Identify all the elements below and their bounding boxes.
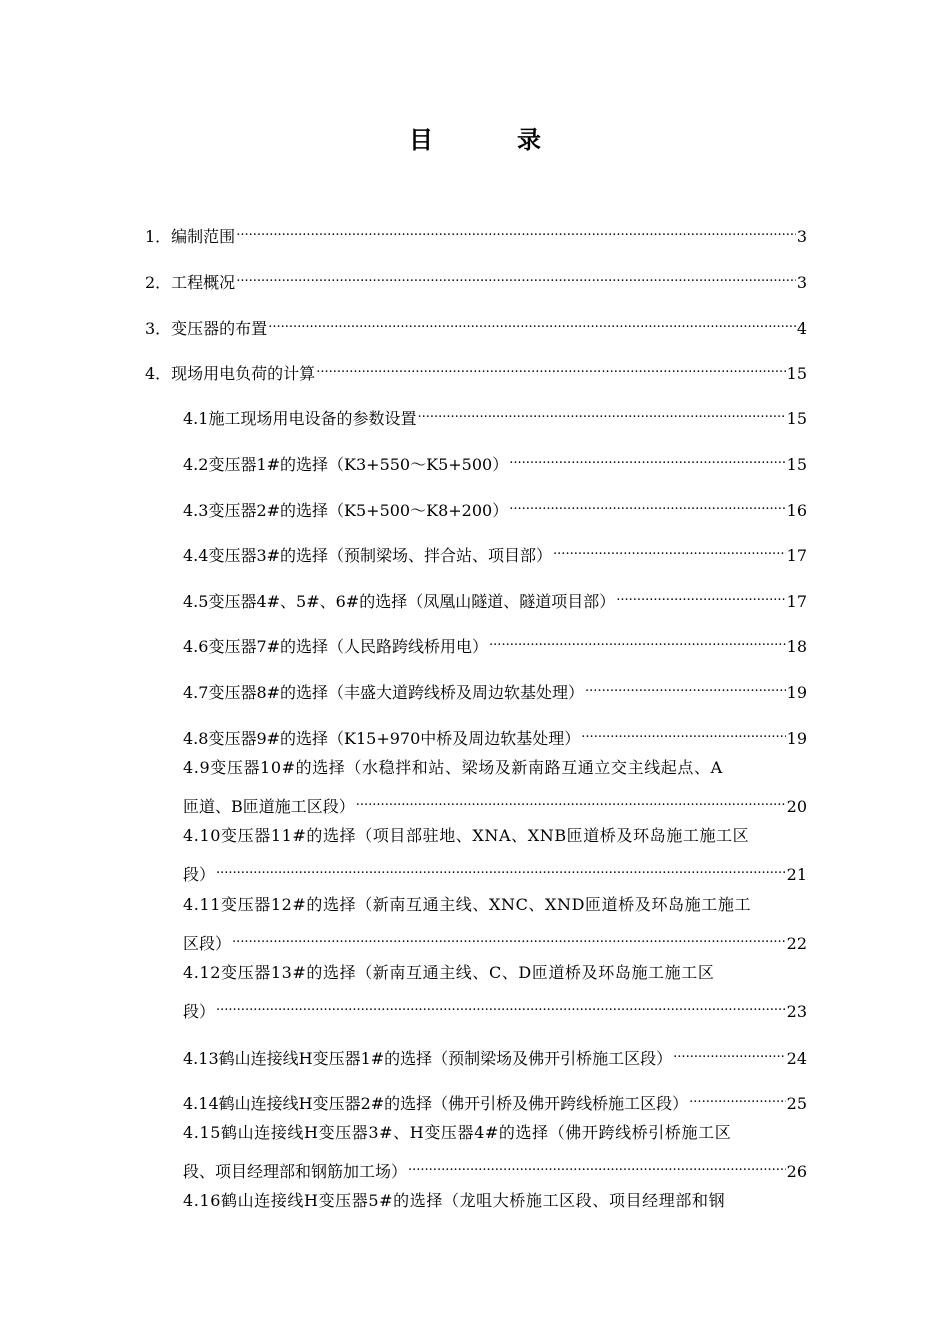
toc-page-number: 16 — [786, 501, 807, 520]
toc-entry-4-9-line1[interactable]: 4.9变压器10#的选择（水稳拌和站、梁场及新南路互通立交主线起点、A — [183, 758, 723, 777]
toc-entry-text: 段） — [183, 1002, 216, 1021]
toc-entry-4-15-line2[interactable] — [183, 1153, 807, 1184]
toc-leader-dots — [232, 925, 786, 949]
toc-leader-dots — [356, 788, 786, 812]
toc-entry-4-11-line1[interactable]: 4.11变压器12#的选择（新南互通主线、XNC、XND匝道桥及环岛施工施工 — [183, 895, 752, 914]
toc-page-number: 26 — [786, 1162, 807, 1181]
toc-leader-dots — [673, 1040, 785, 1064]
toc-leader-dots — [408, 1153, 786, 1177]
toc-entry-text: 4.3变压器2#的选择（K5+500～K8+200） — [183, 501, 509, 520]
toc-entry-4-11-line2[interactable] — [183, 925, 807, 956]
toc-entry-2[interactable] — [145, 264, 807, 295]
toc-page-number: 23 — [786, 1002, 807, 1021]
toc-entry-text: 4.14鹤山连接线H变压器2#的选择（佛开引桥及佛开跨线桥施工区段） — [183, 1094, 689, 1113]
toc-entry-4-1[interactable] — [183, 400, 807, 431]
toc-entry-4-7[interactable] — [183, 674, 807, 705]
page-title: 目 录 — [409, 125, 571, 154]
toc-page-number: 3 — [796, 273, 807, 292]
toc-leader-dots — [489, 628, 786, 652]
toc-entry-text: 匝道、B匝道施工区段） — [183, 797, 355, 816]
toc-entry-text: 段、项目经理部和钢筋加工场） — [183, 1162, 408, 1181]
toc-leader-dots — [216, 856, 786, 880]
toc-page-number: 25 — [786, 1094, 807, 1113]
toc-entry-text: 4．现场用电负荷的计算 — [145, 364, 316, 383]
toc-leader-dots — [268, 310, 796, 334]
toc-entry-text: 4.8变压器9#的选择（K15+970中桥及周边软基处理） — [183, 729, 581, 748]
toc-entry-text: 3．变压器的布置 — [145, 319, 268, 338]
toc-entry-4-2[interactable] — [183, 446, 807, 477]
toc-entry-4-5[interactable] — [183, 583, 807, 614]
toc-entry-4-13[interactable] — [183, 1040, 807, 1071]
toc-entry-text: 段） — [183, 865, 216, 884]
toc-entry-text: 4.2变压器1#的选择（K3+550～K5+500） — [183, 455, 509, 474]
toc-leader-dots — [509, 446, 785, 470]
toc-leader-dots — [417, 400, 785, 424]
toc-page-number: 15 — [786, 409, 807, 428]
toc-page-number: 17 — [786, 546, 807, 565]
toc-leader-dots — [316, 355, 785, 379]
toc-leader-dots — [585, 674, 786, 698]
toc-leader-dots — [236, 264, 796, 288]
toc-page-number: 19 — [786, 729, 807, 748]
toc-leader-dots — [216, 993, 786, 1017]
toc-page-number: 3 — [796, 227, 807, 246]
toc-entry-text: 4.1施工现场用电设备的参数设置 — [183, 409, 417, 428]
toc-entry-4-4[interactable] — [183, 537, 807, 568]
toc-entry-4-3[interactable] — [183, 492, 807, 523]
toc-page-number: 17 — [786, 592, 807, 611]
toc-page-number: 15 — [786, 455, 807, 474]
toc-entry-text: 区段） — [183, 934, 232, 953]
toc-entry-4-10-line1[interactable]: 4.10变压器11#的选择（项目部驻地、XNA、XNB匝道桥及环岛施工施工区 — [183, 826, 750, 845]
toc-page-number: 22 — [786, 934, 807, 953]
toc-entry-text: 4.7变压器8#的选择（丰盛大道跨线桥及周边软基处理） — [183, 683, 585, 702]
toc-entry-4-16-line1[interactable]: 4.16鹤山连接线H变压器5#的选择（龙咀大桥施工区段、项目经理部和钢 — [183, 1191, 726, 1210]
toc-entry-text: 1．编制范围 — [145, 227, 236, 246]
toc-entry-4-14[interactable] — [183, 1085, 807, 1116]
toc-leader-dots — [689, 1085, 785, 1109]
toc-entry-1[interactable] — [145, 218, 807, 249]
toc-leader-dots — [616, 583, 785, 607]
toc-entry-4-12-line1[interactable]: 4.12变压器13#的选择（新南互通主线、C、D匝道桥及环岛施工施工区 — [183, 963, 715, 982]
toc-entry-text: 4.4变压器3#的选择（预制梁场、拌合站、项目部） — [183, 546, 553, 565]
toc-leader-dots — [236, 218, 796, 242]
toc-leader-dots — [581, 720, 785, 744]
toc-page-number: 20 — [786, 797, 807, 816]
toc-page-number: 19 — [786, 683, 807, 702]
toc-leader-dots — [509, 492, 785, 516]
toc-entry-3[interactable] — [145, 310, 807, 341]
toc-page-number: 4 — [796, 319, 807, 338]
toc-entry-text: 2．工程概况 — [145, 273, 236, 292]
toc-leader-dots — [553, 537, 786, 561]
toc-entry-text: 4.6变压器7#的选择（人民路跨线桥用电） — [183, 637, 489, 656]
toc-entry-4-8[interactable] — [183, 720, 807, 751]
toc-entry-4[interactable] — [145, 355, 807, 386]
toc-page-number: 24 — [786, 1049, 807, 1068]
toc-entry-4-15-line1[interactable]: 4.15鹤山连接线H变压器3#、H变压器4#的选择（佛开跨线桥引桥施工区 — [183, 1123, 732, 1142]
toc-entry-4-12-line2[interactable] — [183, 993, 807, 1024]
toc-page-number: 15 — [786, 364, 807, 383]
toc-entry-4-10-line2[interactable] — [183, 856, 807, 887]
toc-entry-4-9-line2[interactable] — [183, 788, 807, 819]
toc-page-number: 18 — [786, 637, 807, 656]
toc-entry-text: 4.13鹤山连接线H变压器1#的选择（预制梁场及佛开引桥施工区段） — [183, 1049, 673, 1068]
toc-entry-4-6[interactable] — [183, 628, 807, 659]
toc-entry-text: 4.5变压器4#、5#、6#的选择（凤凰山隧道、隧道项目部） — [183, 592, 616, 611]
toc-page-number: 21 — [786, 865, 807, 884]
